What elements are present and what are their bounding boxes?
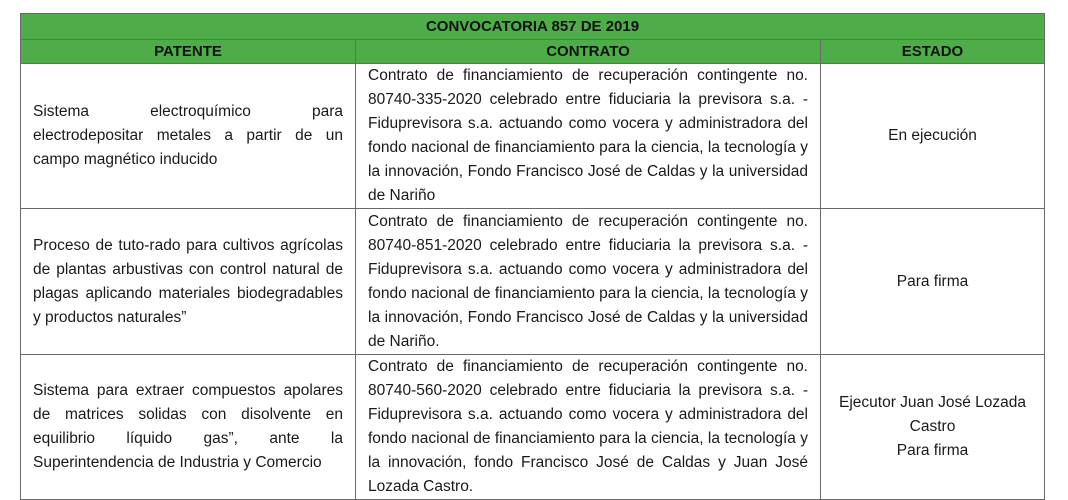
estado-line: Ejecutor Juan José Lozada Castro: [839, 394, 1026, 435]
patente-cell: Sistema para extraer compuestos apolares de matrices solidas con disolvente en equilibrio líquido gas”, ante la Superintendencia de Industria y Comercio: [21, 355, 356, 500]
header-estado: ESTADO: [821, 40, 1045, 64]
patente-cell: Sistema electroquímico para electrodepositar metales a partir de un campo magnético inducido: [21, 64, 356, 209]
table-row: [21, 64, 1045, 209]
estado-cell: [821, 209, 1045, 355]
table-row: [21, 355, 1045, 500]
estado-line: Para firma: [896, 442, 969, 459]
estado-cell: [821, 355, 1045, 500]
estado-line: En ejecución: [888, 127, 977, 144]
convocatoria-table: [20, 13, 1045, 500]
estado-cell: [821, 64, 1045, 209]
contrato-cell: Contrato de financiamiento de recuperación contingente no. 80740-335-2020 celebrado entre fiduciaria la previsora s.a. - Fiduprevisora s.a. actuando como vocera y administradora del fondo nacional de financiamiento para la ciencia, la tecnología y la innovación, Fondo Francisco José de Caldas y la universidad de Nariño: [356, 64, 821, 209]
table-title: CONVOCATORIA 857 DE 2019: [21, 14, 1045, 40]
table-row: [21, 209, 1045, 355]
patente-cell: Proceso de tuto-rado para cultivos agrícolas de plantas arbustivas con control natural de plagas aplicando materiales biodegradables y productos naturales”: [21, 209, 356, 355]
header-patente: PATENTE: [21, 40, 356, 64]
header-contrato: CONTRATO: [356, 40, 821, 64]
estado-line: Para firma: [896, 272, 969, 290]
contrato-cell: Contrato de financiamiento de recuperación contingente no. 80740-560-2020 celebrado entre fiduciaria la previsora s.a. - Fiduprevisora s.a. actuando como vocera y administradora del fondo nacional de financiamiento para la ciencia, la tecnología y la innovación, fondo Francisco José de Caldas y Juan José Lozada Castro.: [356, 355, 821, 500]
contrato-cell: Contrato de financiamiento de recuperación contingente no. 80740-851-2020 celebrado entre fiduciaria la previsora s.a. - Fiduprevisora s.a. actuando como vocera y administradora del fondo nacional de financiamiento para la ciencia, la tecnología y la innovación, Fondo Francisco José de Caldas y la universidad de Nariño.: [356, 209, 821, 355]
